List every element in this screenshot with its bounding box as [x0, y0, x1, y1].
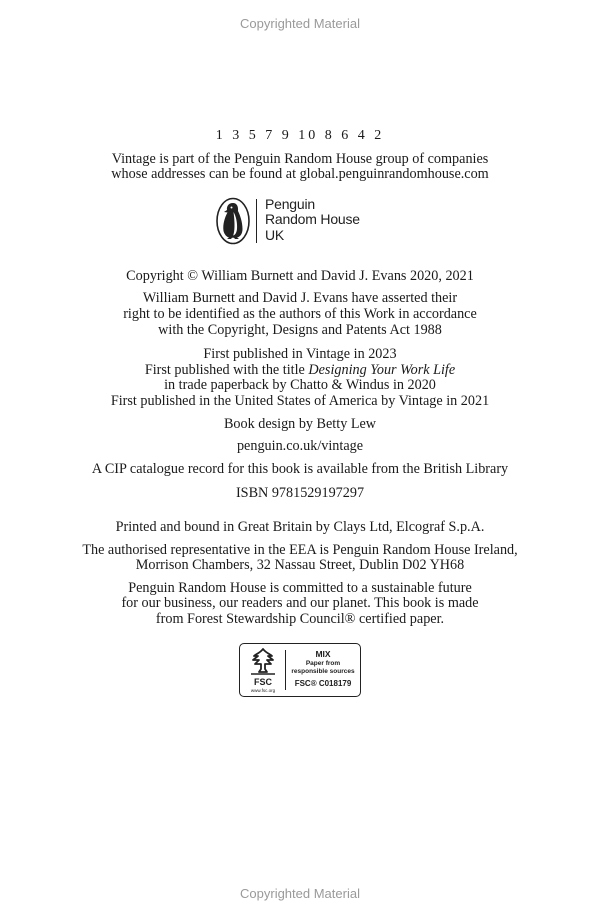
publisher-logo — [215, 197, 385, 247]
fsc-claim — [288, 647, 358, 689]
moral-rights-line: William Burnett and David J. Evans have asserted their — [142, 290, 458, 307]
eea-representative — [0, 543, 600, 574]
fsc-tree-icon — [246, 647, 280, 677]
eea-line: The authorised representative in the EEA is Penguin Random House Ireland, — [82, 541, 518, 558]
sustainability-line: Penguin Random House is committed to a sustainable future — [128, 579, 472, 596]
imprint-line: Vintage is part of the Penguin Random House group of companies — [111, 150, 489, 167]
publication-line: First published in Vintage in 2023 — [203, 346, 397, 363]
publisher-name-line: Penguin — [265, 195, 315, 212]
publication-line: First published in the United States of America by Vintage in 2021 — [110, 392, 490, 409]
fsc-sub-label: Paper from — [305, 660, 341, 668]
original-title: Designing Your Work Life — [308, 361, 456, 378]
watermark-bottom: Copyrighted Material — [240, 886, 360, 901]
fsc-certification-badge — [239, 643, 361, 697]
moral-rights-line: with the Copyright, Designs and Patents Act 1988 — [158, 321, 442, 338]
fsc-label: FSC — [254, 677, 272, 688]
publication-line — [0, 363, 600, 379]
fsc-licence-code: FSC® C018179 — [294, 679, 352, 689]
cip-statement: A CIP catalogue record for this book is available from the British Library — [91, 460, 509, 477]
moral-rights-line: right to be identified as the authors of this Work in accordance — [123, 305, 477, 322]
moral-rights-statement — [0, 291, 600, 338]
penguin-icon — [215, 197, 251, 245]
fsc-url: www.fsc.org — [250, 688, 276, 694]
book-design-credit: Book design by Betty Lew — [223, 415, 377, 432]
printing-numbers: 1 3 5 7 9 10 8 6 4 2 — [215, 128, 385, 143]
publication-history — [0, 347, 600, 409]
sustainability-line: for our business, our readers and our planet. This book is made — [121, 595, 479, 612]
publisher-website: penguin.co.uk/vintage — [236, 438, 364, 455]
publication-line-prefix: First published with the title — [144, 361, 309, 378]
publisher-name-line: Random House — [265, 211, 360, 228]
fsc-sub-label: responsible sources — [291, 667, 355, 675]
copyright-notice: Copyright © William Burnett and David J. Evans 2020, 2021 — [126, 267, 474, 284]
watermark-top: Copyrighted Material — [240, 16, 360, 31]
printer-statement: Printed and bound in Great Britain by Clays Ltd, Elcograf S.p.A. — [115, 518, 485, 535]
imprint-line: whose addresses can be found at global.penguinrandomhouse.com — [111, 166, 489, 183]
fsc-divider — [285, 650, 286, 690]
eea-line: Morrison Chambers, 32 Nassau Street, Dublin D02 YH68 — [135, 557, 465, 574]
imprint-statement — [0, 152, 600, 183]
sustainability-line: from Forest Stewardship Council® certified paper. — [155, 610, 445, 627]
isbn: ISBN 9781529197297 — [235, 485, 365, 502]
sustainability-statement — [0, 581, 600, 628]
publisher-name — [265, 197, 360, 244]
logo-divider — [256, 199, 257, 243]
publisher-name-line: UK — [265, 226, 285, 243]
publication-line: in trade paperback by Chatto & Windus in 2020 — [164, 377, 436, 394]
copyright-page — [0, 128, 600, 697]
fsc-mix-label: MIX — [315, 649, 331, 660]
